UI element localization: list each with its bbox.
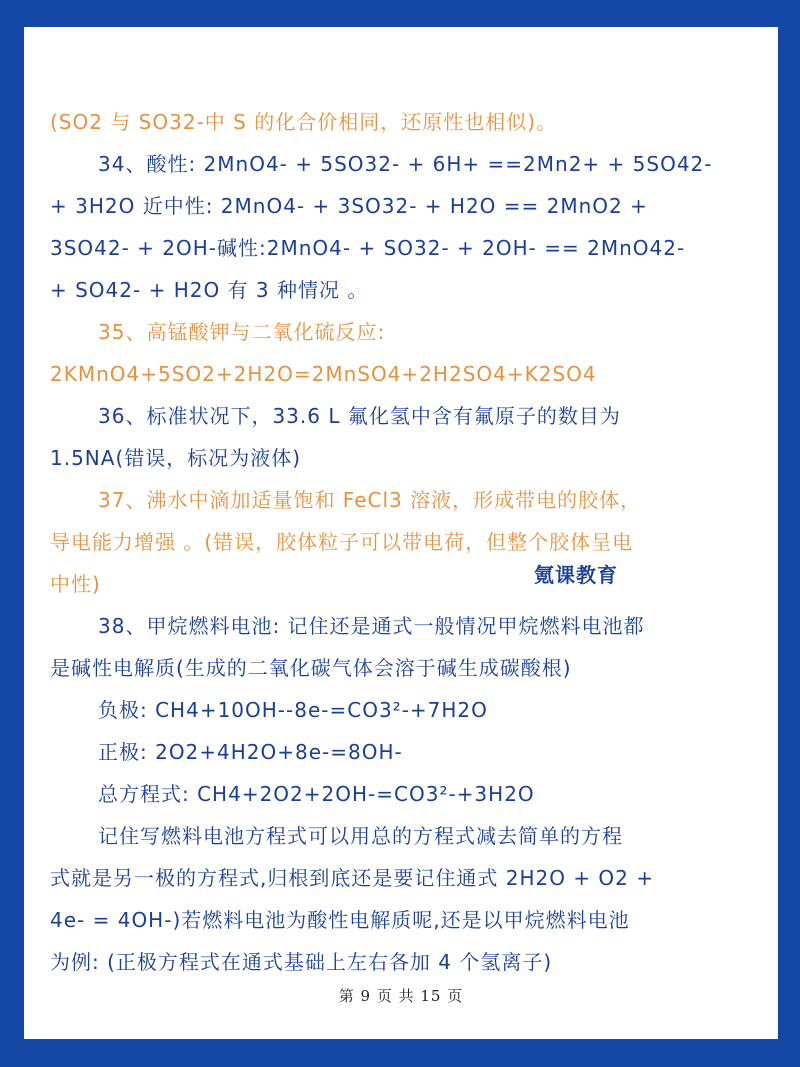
text-line: 导电能力增强 。(错误，胶体粒子可以带电荷，但整个胶体呈电 [50,530,634,554]
text-line-item-34: 34、酸性: 2MnO4- + 5SO32- + 6H+ ==2Mn2+ + 5SO42- [98,152,713,176]
text-line-equation: 2KMnO4+5SO2+2H2O=2MnSO4+2H2SO4+K2SO4 [50,362,597,386]
text-line: + 3H2O 近中性: 2MnO4- + 3SO32- + H2O == 2MnO2 + [50,194,648,218]
text-line: 是碱性电解质(生成的二氧化碳气体会溶于碱生成碳酸根) [50,656,572,680]
text-line-so2-note: (SO2 与 SO32-中 S 的化合价相同，还原性也相似)。 [50,110,557,134]
text-line: + SO42- + H2O 有 3 种情况 。 [50,278,369,302]
text-line-item-37: 37、沸水中滴加适量饱和 FeCl3 溶液，形成带电的胶体， [98,488,642,512]
text-line-item-36: 36、标准状况下，33.6 L 氟化氢中含有氟原子的数目为 [98,404,621,428]
text-line: 3SO42- + 2OH-碱性:2MnO4- + SO32- + 2OH- == 2MnO42- [50,236,686,260]
text-line-positive-electrode: 正极: 2O2+4H2O+8e-=8OH- [98,740,403,764]
watermark-label: 氪课教育 [534,563,618,587]
page-number-footer: 第 9 页 共 15 页 [338,987,464,1005]
text-line-item-38: 38、甲烷燃料电池: 记住还是通式一般情况甲烷燃料电池都 [98,614,645,638]
text-line: 记住写燃料电池方程式可以用总的方程式减去简单的方程 [98,824,623,848]
text-line-negative-electrode: 负极: CH4+10OH--8e-=CO3²-+7H2O [98,698,488,722]
document-page [24,27,778,1039]
text-line: 为例: (正极方程式在通式基础上左右各加 4 个氢离子) [50,950,553,974]
text-line: 式就是另一极的方程式,归根到底还是要记住通式 2H2O + O2 + [50,866,654,890]
text-line: 4e- = 4OH-)若燃料电池为酸性电解质呢,还是以甲烷燃料电池 [50,908,630,932]
text-line-item-35: 35、高锰酸钾与二氧化硫反应: [98,320,386,344]
text-line: 1.5NA(错误，标况为液体) [50,446,302,470]
text-line: 中性) [50,572,101,596]
text-line-total-equation: 总方程式: CH4+2O2+2OH-=CO3²-+3H2O [98,782,535,806]
